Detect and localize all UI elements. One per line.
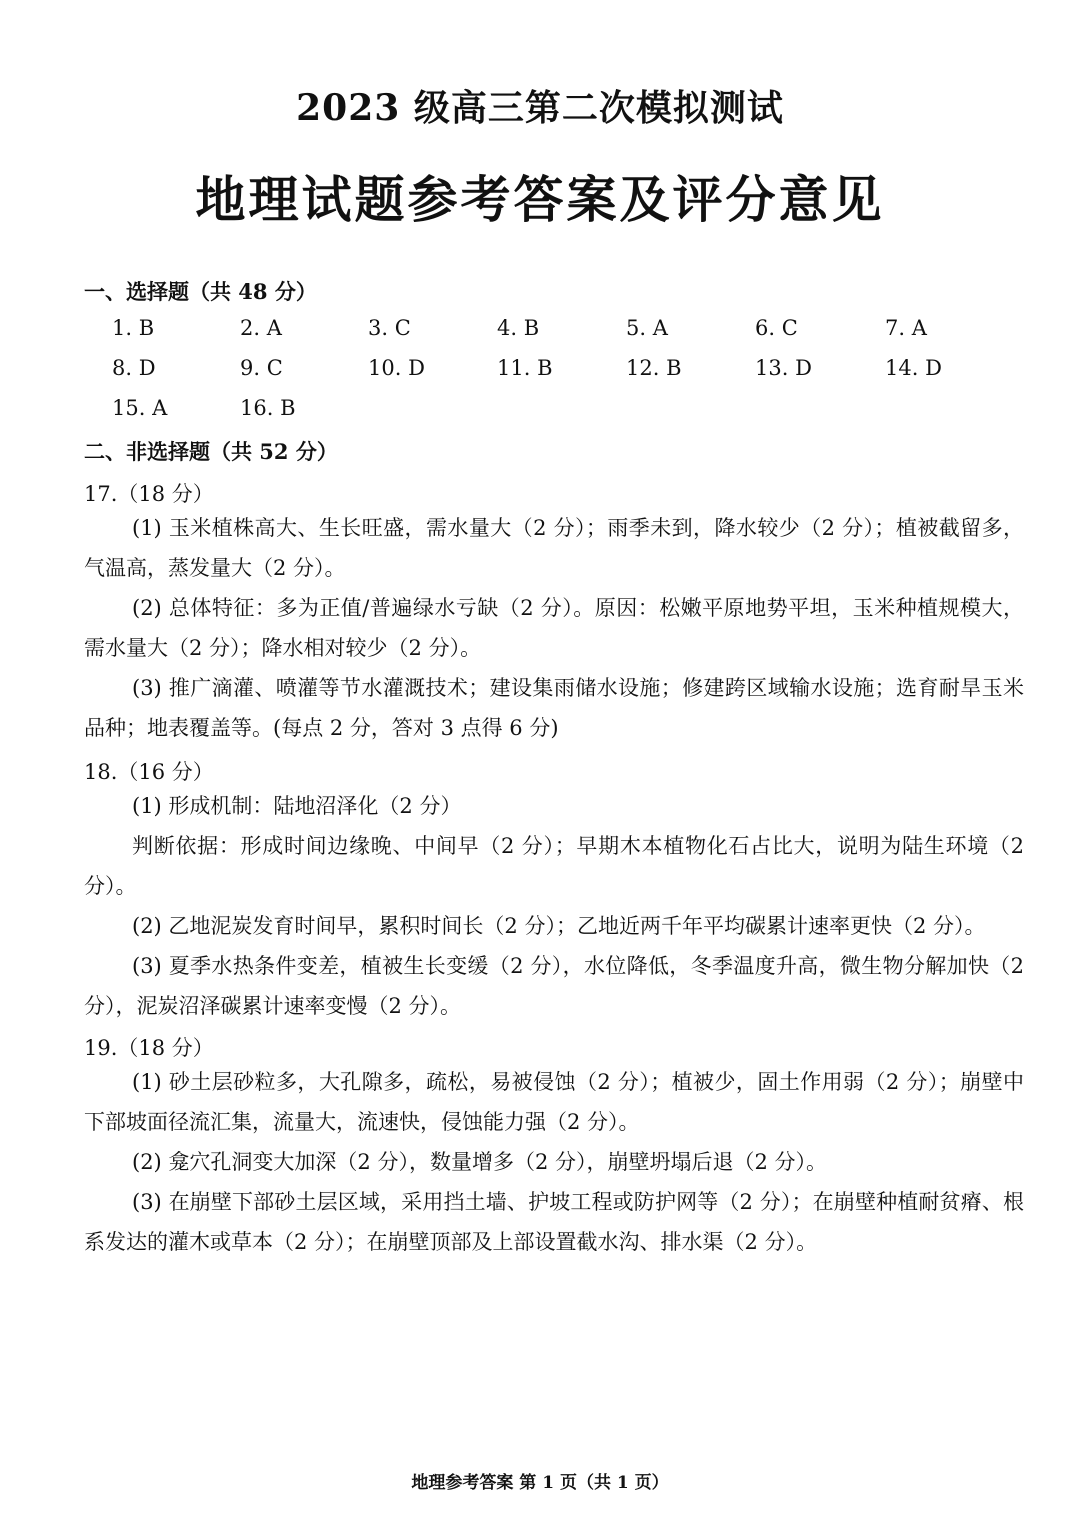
question-18-part-1: (1) 形成机制：陆地沼泽化（2 分） — [132, 794, 462, 818]
question-19-part-3: (3) 在崩壁下部砂土层区域，采用挡土墙、护坡工程或防护网等（2 分）；在崩壁种植耐贫瘠、根系发达的灌木或草本（2 分）；在崩壁顶部及上部设置截水沟、排水渠（2 分）。 — [84, 1190, 1024, 1254]
answer-item: 9. C — [240, 356, 283, 380]
answer-item: 2. A — [240, 316, 282, 340]
question-18-heading: 18.（16 分） — [84, 760, 214, 784]
question-18-part-2: (2) 乙地泥炭发育时间早，累积时间长（2 分）；乙地近两千年平均碳累计速率更快（2 分）。 — [132, 914, 986, 938]
page-footer: 地理参考答案 第 1 页（共 1 页） — [411, 1473, 669, 1493]
section-heading-multiple-choice: 一、选择题（共 48 分） — [84, 279, 317, 304]
question-17-part-2: (2) 总体特征：多为正值/普遍绿水亏缺（2 分）。原因：松嫩平原地势平坦，玉米种植规模大，需水量大（2 分）；降水相对较少（2 分）。 — [84, 596, 1024, 660]
question-17-part-3: (3) 推广滴灌、喷灌等节水灌溉技术；建设集雨储水设施；修建跨区域输水设施；选育耐旱玉米品种；地表覆盖等。(每点 2 分，答对 3 点得 6 分) — [84, 676, 1024, 740]
question-18-part-1-basis: 判断依据：形成时间边缘晚、中间早（2 分）；早期木本植物化石占比大，说明为陆生环境（2 分）。 — [84, 834, 1024, 898]
answer-row — [0, 356, 1080, 386]
answer-row — [0, 316, 1080, 346]
answer-item: 15. A — [112, 396, 168, 420]
question-17-part-1: (1) 玉米植株高大、生长旺盛，需水量大（2 分）；雨季未到，降水较少（2 分）；植被截留多，气温高，蒸发量大（2 分）。 — [84, 516, 1024, 580]
answer-item: 14. D — [885, 356, 942, 380]
answer-item: 4. B — [497, 316, 540, 340]
question-19-part-1: (1) 砂土层砂粒多，大孔隙多，疏松，易被侵蚀（2 分）；植被少，固土作用弱（2 分）；崩壁中下部坡面径流汇集，流量大，流速快，侵蚀能力强（2 分）。 — [84, 1070, 1024, 1134]
answer-row — [0, 396, 1080, 426]
answer-item: 3. C — [368, 316, 411, 340]
answer-item: 1. B — [112, 316, 155, 340]
question-17-heading: 17.（18 分） — [84, 482, 214, 506]
answer-item: 7. A — [885, 316, 927, 340]
answer-item: 12. B — [626, 356, 682, 380]
section-heading-free-response: 二、非选择题（共 52 分） — [84, 439, 338, 464]
answer-item: 10. D — [368, 356, 425, 380]
answer-item: 16. B — [240, 396, 296, 420]
answer-item: 8. D — [112, 356, 156, 380]
answer-item: 13. D — [755, 356, 812, 380]
question-19-heading: 19.（18 分） — [84, 1036, 214, 1060]
answer-item: 5. A — [626, 316, 668, 340]
answer-item: 6. C — [755, 316, 798, 340]
question-18-part-3: (3) 夏季水热条件变差，植被生长变缓（2 分），水位降低，冬季温度升高，微生物分解加快（2 分），泥炭沼泽碳累计速率变慢（2 分）。 — [84, 954, 1024, 1018]
document-title: 地理试题参考答案及评分意见 — [195, 170, 885, 229]
answer-item: 11. B — [497, 356, 553, 380]
question-19-part-2: (2) 龛穴孔洞变大加深（2 分），数量增多（2 分），崩壁坍塌后退（2 分）。 — [132, 1150, 828, 1174]
exam-title: 2023 级高三第二次模拟测试 — [296, 87, 784, 129]
